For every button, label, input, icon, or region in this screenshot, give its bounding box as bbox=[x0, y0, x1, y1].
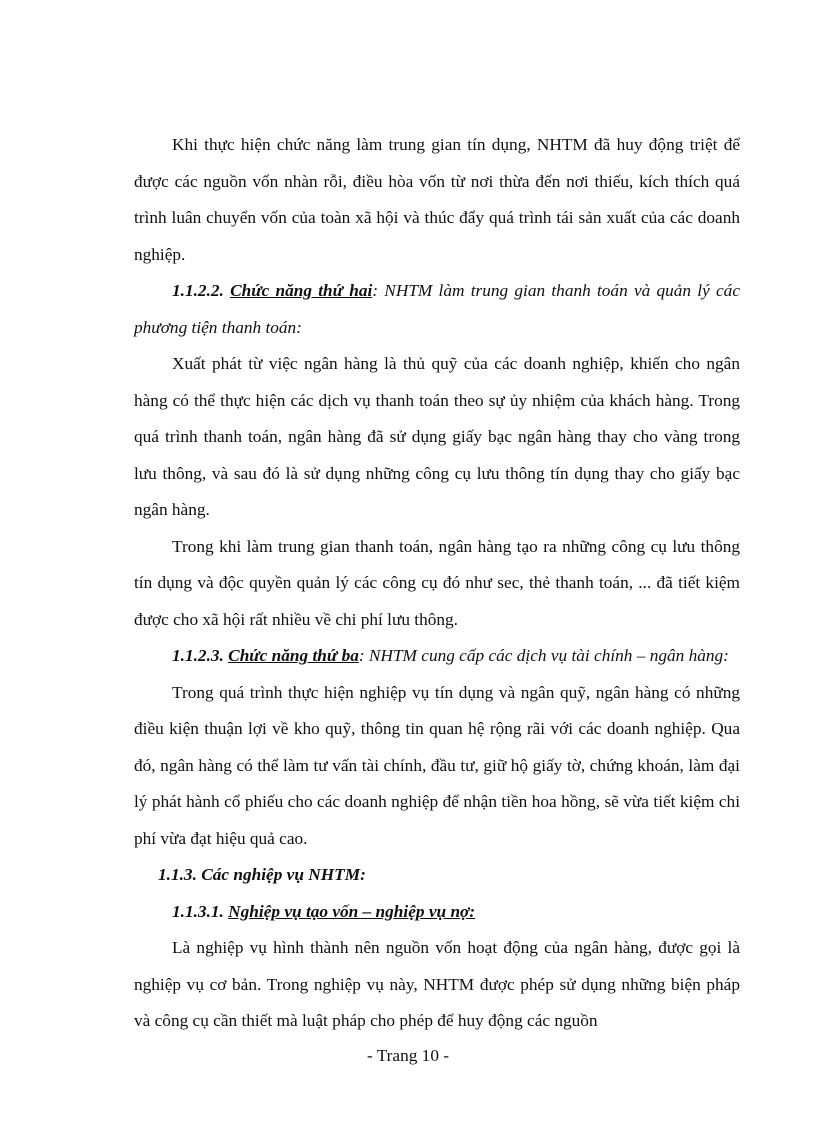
heading-number: 1.1.3.1. bbox=[172, 901, 224, 921]
paragraph-payment-services: Xuất phát từ việc ngân hàng là thủ quỹ của các doanh nghiệp, khiến cho ngân hàng có thể thực hiện các dịch vụ thanh toán theo sự ủy nhiệm của khách hàng. Trong quá trình thanh toán, ngân hàng đã sử dụng giấy bạc ngân hàng thay cho vàng trong lưu thông, và sau đó là sử dụng những công cụ lưu thông tín dụng thay cho giấy bạc ngân hàng. bbox=[134, 354, 740, 519]
document-body bbox=[134, 127, 740, 1040]
heading-function-three bbox=[134, 638, 740, 675]
paragraph-financial-services: Trong quá trình thực hiện nghiệp vụ tín dụng và ngân quỹ, ngân hàng có những điều kiện thuận lợi về kho quỹ, thông tin quan hệ rộng rãi với các doanh nghiệp. Qua đó, ngân hàng có thể làm tư vấn tài chính, đầu tư, giữ hộ giấy tờ, chứng khoán, làm đại lý phát hành cổ phiếu cho các doanh nghiệp để nhận tiền hoa hồng, sẽ vừa tiết kiệm chi phí vừa đạt hiệu quả cao. bbox=[134, 682, 740, 848]
heading-underlined-title: Chức năng thứ hai bbox=[230, 281, 373, 300]
heading-description: : NHTM làm trung gian thanh toán và quản lý các phương tiện thanh toán: bbox=[134, 281, 740, 337]
heading-number: 1.1.2.2. bbox=[172, 281, 224, 300]
heading-number: 1.1.2.3. bbox=[172, 646, 224, 665]
heading-function-two bbox=[134, 273, 740, 346]
paragraph-credit-intermediary: Khi thực hiện chức năng làm trung gian tín dụng, NHTM đã huy động triệt để được các nguồn vốn nhàn rỗi, điều hòa vốn từ nơi thừa đến nơi thiếu, kích thích quá trình luân chuyển vốn của toàn xã hội và thúc đẩy quá trình tái sản xuất của các doanh nghiệp. bbox=[134, 135, 740, 264]
heading-description: : NHTM cung cấp các dịch vụ tài chính – ngân hàng: bbox=[358, 646, 729, 665]
heading-operations: 1.1.3. Các nghiệp vụ NHTM: bbox=[158, 865, 366, 884]
heading-underlined-title: Chức năng thứ ba bbox=[228, 646, 359, 665]
paragraph-payment-instruments: Trong khi làm trung gian thanh toán, ngân hàng tạo ra những công cụ lưu thông tín dụng và độc quyền quản lý các công cụ đó như sec, thẻ thanh toán, ... đã tiết kiệm được cho xã hội rất nhiều về chi phí lưu thông. bbox=[134, 536, 740, 629]
paragraph-capital-mobilization: Là nghiệp vụ hình thành nên nguồn vốn hoạt động của ngân hàng, được gọi là nghiệp vụ cơ bản. Trong nghiệp vụ này, NHTM được phép sử dụng những biện pháp và công cụ cần thiết mà luật pháp cho phép để huy động các nguồn bbox=[134, 938, 740, 1030]
page-number-footer: - Trang 10 - bbox=[366, 1046, 450, 1065]
heading-underlined-title: Nghiệp vụ tạo vốn – nghiệp vụ nợ: bbox=[228, 901, 476, 921]
heading-capital-operations bbox=[134, 894, 740, 931]
